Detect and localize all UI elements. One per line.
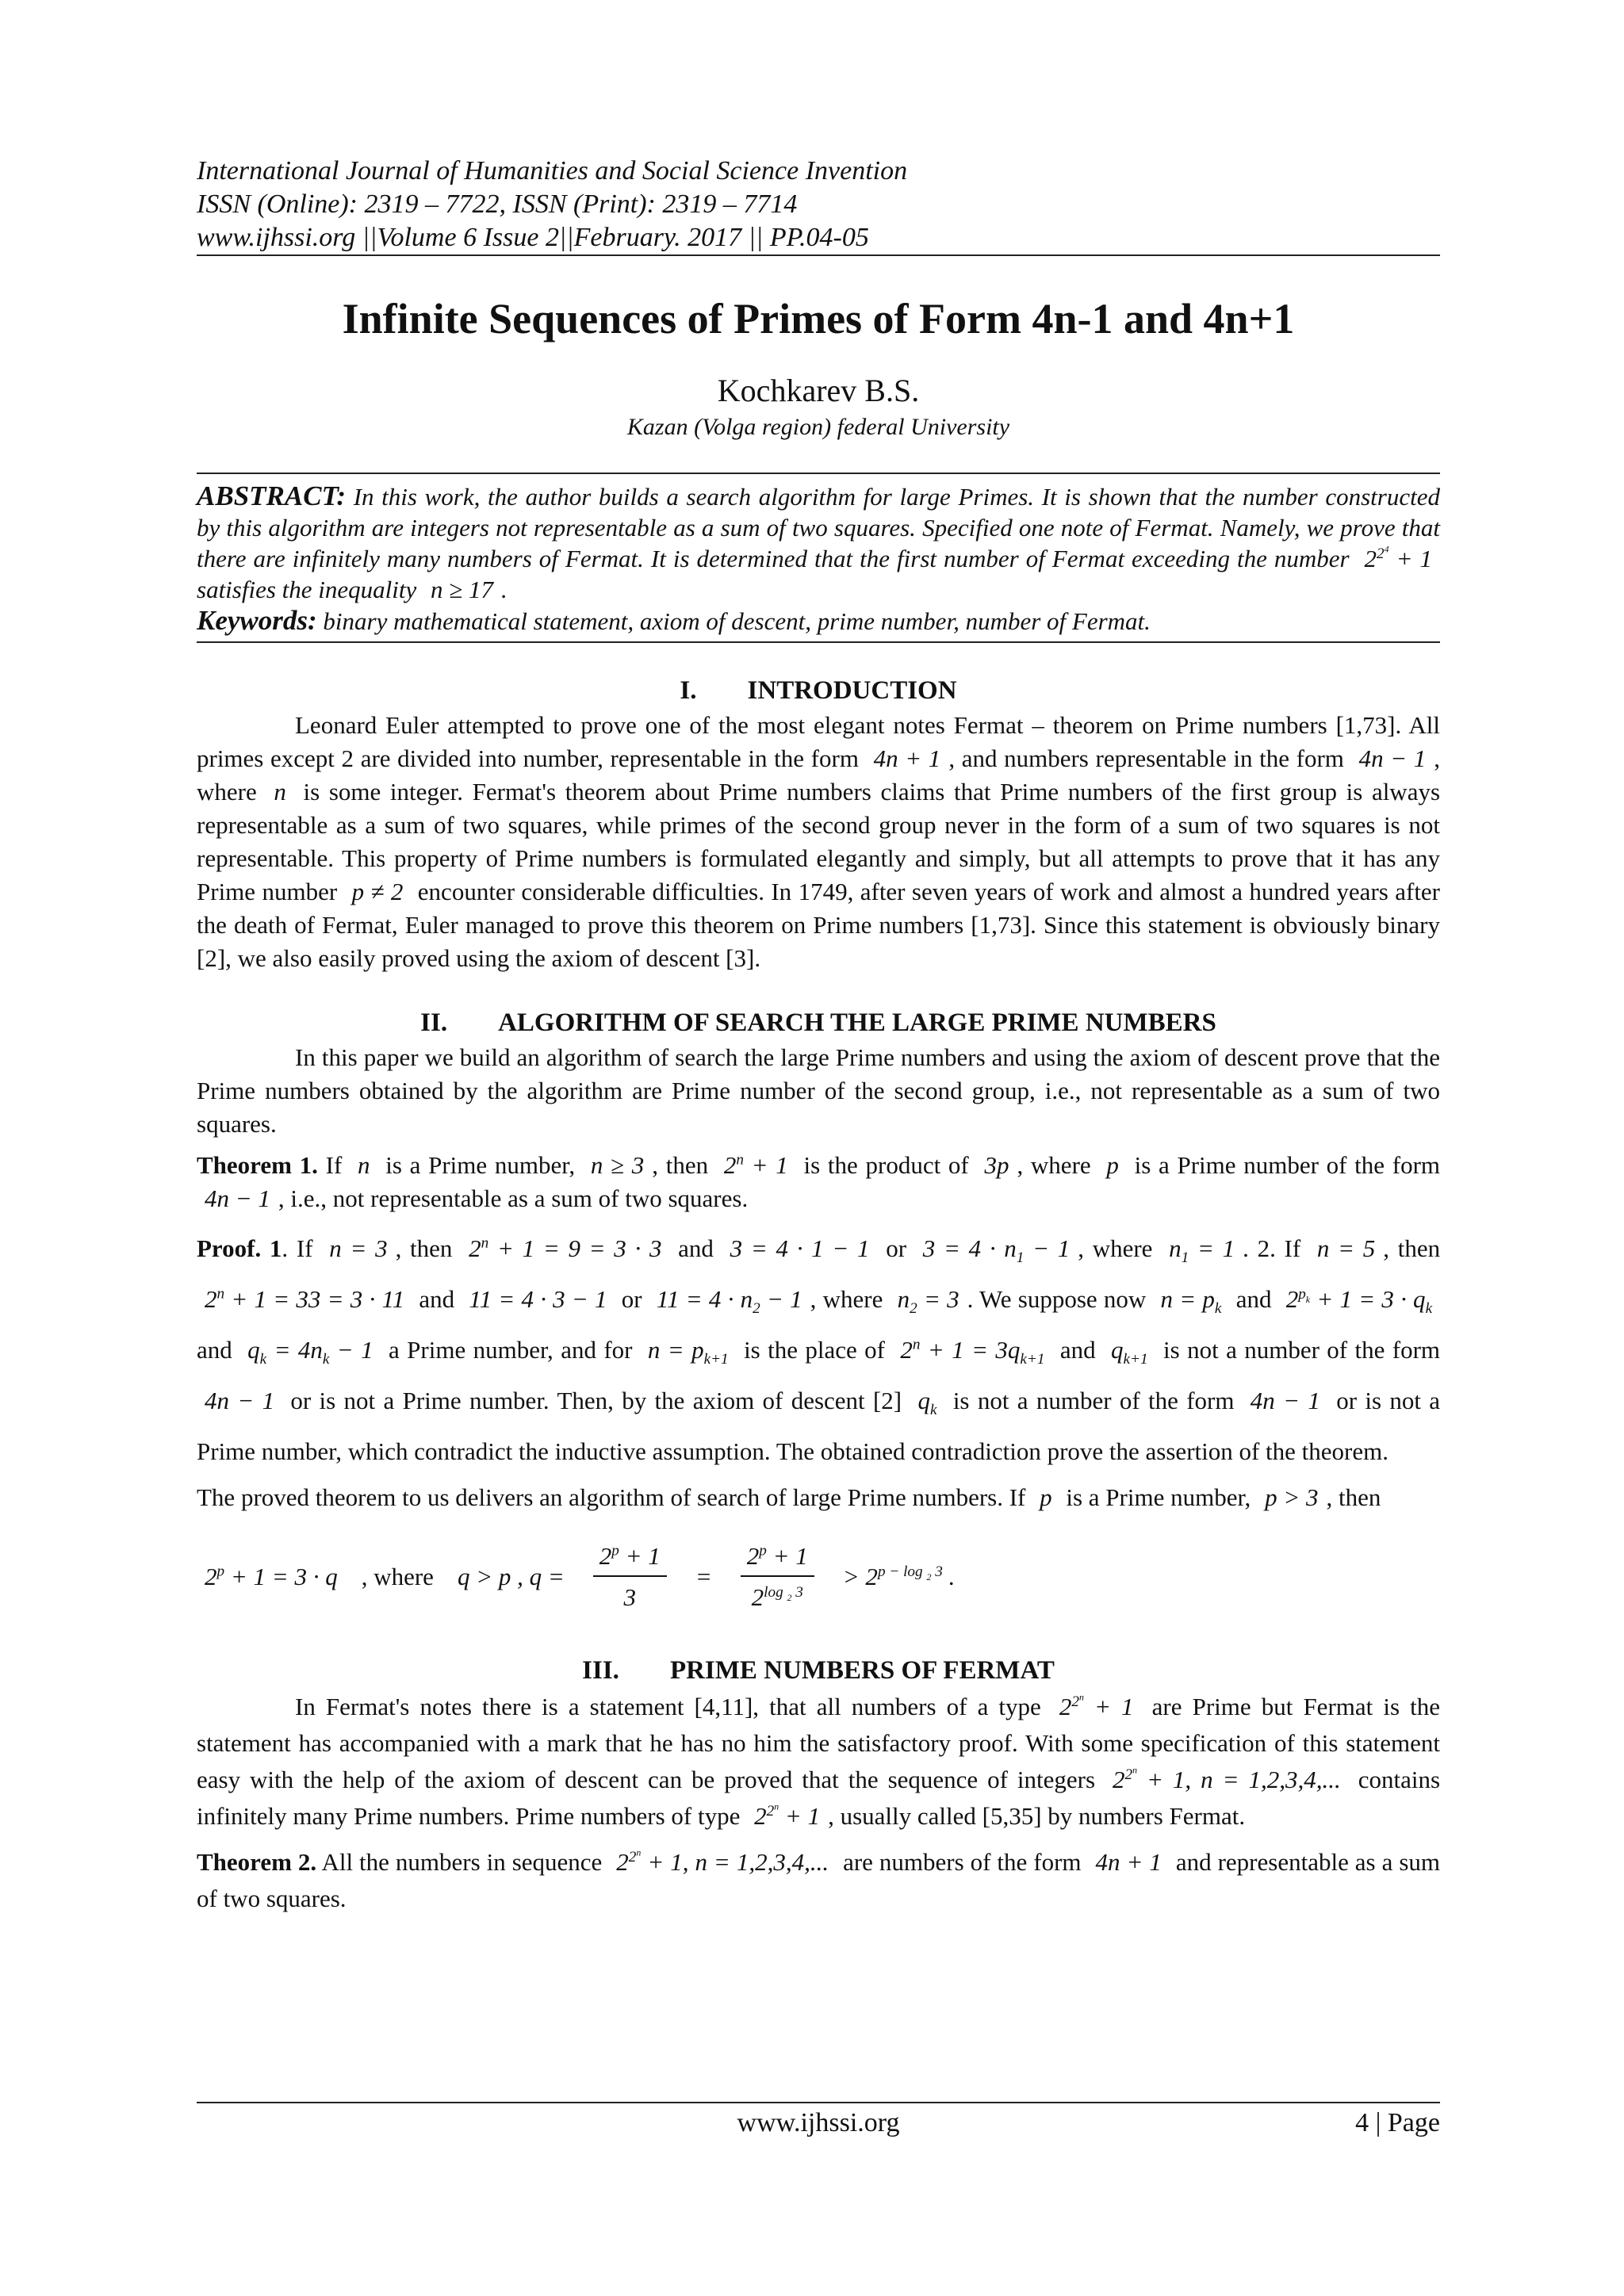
page-body bbox=[197, 155, 1440, 1917]
text-run: is the place of bbox=[744, 1336, 885, 1364]
text-run: or bbox=[886, 1234, 907, 1262]
theorem-1 bbox=[197, 1149, 1440, 1215]
math-inline: $n = p_{k+1}$ bbox=[647, 1336, 729, 1368]
text-run: , and numbers representable in the form bbox=[948, 744, 1344, 772]
keywords-text: binary mathematical statement, axiom of descent, prime number, number of Fermat. bbox=[323, 607, 1151, 635]
text-run: are Prime but Fermat is the statement has accompanied with a mark that he has no him the satisfactory proof. With some specification of this statement easy with the help of the axiom of descent can be proved that the sequence of integers bbox=[197, 1693, 1440, 1793]
math-inline: $q_{k+1}$ bbox=[1111, 1336, 1148, 1368]
math-inline: $n_1 = 1$ bbox=[1169, 1234, 1235, 1267]
abstract-paragraph: ABSTRACT: In this work, the author builds a search algorithm for large Primes. It is shown that the number constructed by this algorithm are integers not representable as a sum of two squares. Specified one note of Fermat. Namely, we prove that there are infinitely many numbers of Fermat. It is determined that the first number of Fermat exceeding the number $2^{2^4} + 1$ satisfies the inequality n ≥ 17 . bbox=[197, 480, 1440, 603]
math-inline: $q_k$ bbox=[917, 1387, 937, 1419]
text-run: , where bbox=[810, 1285, 883, 1313]
math-inline: p bbox=[1106, 1151, 1119, 1179]
math-inline: $2^{2^n} + 1$ bbox=[754, 1800, 821, 1830]
algorithm-paragraph bbox=[197, 1477, 1440, 1518]
math-inline: n = 5 bbox=[1316, 1234, 1376, 1262]
proof-1 bbox=[197, 1223, 1440, 1477]
math-inline: $2^{p_k} + 1 = 3 \cdot q_k$ bbox=[1285, 1285, 1433, 1318]
abstract-block bbox=[197, 474, 1440, 641]
math-display-rhs: > $2^{p - log _2 3}$ . bbox=[842, 1563, 956, 1590]
math-inline: $2^n + 1 = 3q_{k+1}$ bbox=[900, 1336, 1045, 1368]
abstract-bottom-rule bbox=[197, 641, 1440, 643]
math-inline: 4n − 1 bbox=[205, 1184, 270, 1212]
section-heading-fermat bbox=[197, 1656, 1440, 1686]
text-run: . We suppose now bbox=[967, 1285, 1147, 1313]
text-run: encounter considerable difficulties. In 1749, after seven years of work and almost a hundred years after the death of Fermat, Euler managed to prove this theorem on Prime numbers [1,73]. Since this statement is obviously binary [2], we also easily proved using the axiom of descent [3]. bbox=[197, 878, 1441, 972]
abstract-formula: $2^{2^4} + 1$ bbox=[1364, 543, 1432, 572]
intro-paragraph bbox=[197, 709, 1440, 975]
math-inline: n = 3 bbox=[329, 1234, 388, 1262]
text-run: , where bbox=[361, 1563, 434, 1590]
text-run: is a Prime number, bbox=[385, 1151, 576, 1179]
issn-line: ISSN (Online): 2319 – 7722, ISSN (Print): 2319 – 7714 bbox=[197, 189, 798, 219]
text-run: , then bbox=[395, 1234, 453, 1262]
section-number: II. bbox=[420, 1008, 448, 1037]
text-run: are numbers of the form bbox=[843, 1848, 1082, 1876]
math-inline: 4n + 1 bbox=[1095, 1848, 1162, 1876]
footer-row bbox=[197, 2103, 1440, 2138]
text-run: and bbox=[197, 1336, 232, 1364]
text-run: , where bbox=[1017, 1151, 1091, 1179]
math-inline: $3 = 4 \cdot n_1 - 1$ bbox=[922, 1234, 1071, 1267]
math-inline: 4n − 1 bbox=[1250, 1387, 1320, 1414]
math-inline: $q_k = 4n_k - 1$ bbox=[247, 1336, 373, 1368]
math-inline: n bbox=[358, 1151, 370, 1179]
fraction: $\frac{2^p + 1}{3}$ bbox=[593, 1542, 667, 1612]
abstract-text-2: satisfies the inequality bbox=[197, 576, 417, 603]
math-inline: $11 = 4 \cdot n_2 - 1$ bbox=[656, 1285, 802, 1318]
fraction: $\frac{2^p + 1}{2^{log _2 3}}$ bbox=[741, 1542, 814, 1612]
math-inline: $2^{2^n} + 1$ bbox=[1059, 1691, 1134, 1720]
text-run: , then bbox=[1383, 1234, 1441, 1262]
text-run: and representable as a sum of two squares. bbox=[197, 1848, 1441, 1912]
text-run: In Fermat's notes there is a statement [4,11], that all numbers of a type bbox=[295, 1693, 1041, 1720]
math-display-lhs: $2^p + 1 = 3 \cdot q$ bbox=[205, 1563, 338, 1590]
math-inline: $2^{2^n} + 1$, n = 1,2,3,4,... bbox=[616, 1846, 829, 1876]
math-inline: $2^{2^n} + 1$, n = 1,2,3,4,... bbox=[1113, 1764, 1341, 1793]
theorem-label: Theorem 1. bbox=[197, 1151, 318, 1179]
math-inline: $n = p_k$ bbox=[1160, 1285, 1222, 1318]
math-inline: p bbox=[1040, 1483, 1052, 1511]
text-run: , where bbox=[197, 744, 1441, 806]
text-run: is a Prime number, bbox=[1066, 1483, 1251, 1511]
keywords-line bbox=[197, 605, 1440, 637]
journal-name: International Journal of Humanities and Social Science Invention bbox=[197, 156, 908, 186]
math-inline: p > 3 bbox=[1265, 1483, 1319, 1511]
text-run: a Prime number, and for bbox=[389, 1336, 633, 1364]
theorem-label: Theorem 2. bbox=[197, 1848, 317, 1876]
math-inline: p ≠ 2 bbox=[351, 878, 404, 905]
math-operator: = bbox=[695, 1563, 712, 1590]
running-header bbox=[197, 155, 1440, 254]
author-name: Kochkarev B.S. bbox=[717, 373, 920, 408]
text-run: is not a number of the form bbox=[952, 1387, 1235, 1414]
text-run: is the product of bbox=[803, 1151, 969, 1179]
section-title: INTRODUCTION bbox=[747, 676, 957, 705]
math-inline: 4n − 1 bbox=[205, 1387, 275, 1414]
proof-label: Proof. 1 bbox=[197, 1234, 282, 1262]
math-display-cond: q > p , q = bbox=[457, 1563, 565, 1590]
text-run: and bbox=[419, 1285, 455, 1313]
fermat-paragraph bbox=[197, 1689, 1440, 1835]
math-inline: 11 = 4 · 3 − 1 bbox=[469, 1285, 607, 1313]
keywords-label: Keywords: bbox=[197, 605, 317, 636]
issue-line: www.ijhssi.org ||Volume 6 Issue 2||February. 2017 || PP.04-05 bbox=[197, 223, 869, 252]
text-run: and bbox=[1235, 1285, 1272, 1313]
abstract-text: In this work, the author builds a search algorithm for large Primes. It is shown that the number constructed by this algorithm are integers not representable as a sum of two squares. Specified one note of Fermat. Namely, we prove that there are infinitely many numbers of Fermat. It is determined that the first number of Fermat exceeding the number bbox=[197, 483, 1440, 572]
header-rule bbox=[197, 254, 1440, 256]
section-title: PRIME NUMBERS OF FERMAT bbox=[669, 1656, 1055, 1685]
algorithm-intro-paragraph: In this paper we build an algorithm of search the large Prime numbers and using the axiom of descent prove that the Prime numbers obtained by the algorithm are Prime number of the second group, i.e., not representable as a sum of two squares. bbox=[197, 1043, 1440, 1138]
math-inline: 3p bbox=[984, 1151, 1009, 1179]
math-inline: $2^n + 1 = 9 = 3 \cdot 3$ bbox=[469, 1234, 662, 1262]
text-run: is not a number of the form bbox=[1163, 1336, 1441, 1364]
text-run: , usually called [5,35] by numbers Fermat. bbox=[828, 1802, 1246, 1830]
text-run: If bbox=[325, 1151, 343, 1179]
section-number: III. bbox=[582, 1656, 619, 1685]
text-run: , then bbox=[652, 1151, 709, 1179]
theorem-2 bbox=[197, 1844, 1440, 1917]
math-inline: 3 = 4 · 1 − 1 bbox=[730, 1234, 870, 1262]
text-run: is some integer. Fermat's theorem about Prime numbers claims that Prime numbers of the first group is always representable as a sum of two squares, while primes of the second group never in the form of a sum of two squares is not representable. This property of Prime numbers is formulated elegantly and simply, but all attempts to prove that it has any Prime number bbox=[197, 778, 1441, 905]
math-inline: $2^n + 1$ bbox=[723, 1151, 788, 1179]
math-inline: $n_2 = 3$ bbox=[897, 1285, 959, 1318]
section-heading-introduction bbox=[197, 676, 1440, 706]
text-run: and bbox=[1059, 1336, 1096, 1364]
text-run: , i.e., not representable as a sum of two squares. bbox=[278, 1184, 749, 1212]
math-inline: n bbox=[274, 778, 286, 806]
text-run: contains infinitely many Prime numbers. Prime numbers of type bbox=[197, 1766, 1441, 1830]
section-title: ALGORITHM OF SEARCH THE LARGE PRIME NUMBERS bbox=[498, 1008, 1216, 1037]
section-heading-algorithm bbox=[197, 1008, 1440, 1038]
page-number: 4 | Page bbox=[1355, 2108, 1440, 2137]
text-run: or bbox=[621, 1285, 642, 1313]
text-run: or is not a Prime number. Then, by the axiom of descent [2] bbox=[290, 1387, 902, 1414]
text-run: The proved theorem to us delivers an algorithm of search of large Prime numbers. If bbox=[197, 1483, 1026, 1511]
section-number: I. bbox=[680, 676, 697, 705]
author-affiliation: Kazan (Volga region) federal University bbox=[626, 414, 1010, 440]
abstract-label: ABSTRACT: bbox=[197, 480, 347, 511]
text-run: Leonard Euler attempted to prove one of the most elegant notes Fermat – theorem on Prime numbers [1,73]. All primes except 2 are divided into number, representable in the form bbox=[197, 711, 1440, 772]
text-run: , then bbox=[1326, 1483, 1381, 1511]
math-inline: n ≥ 3 bbox=[590, 1151, 645, 1179]
text-run: . If bbox=[282, 1234, 313, 1262]
text-run: is a Prime number of the form bbox=[1134, 1151, 1441, 1179]
text-run: or is not a Prime number, which contradict the inductive assumption. The obtained contradiction prove the assertion of the theorem. bbox=[197, 1387, 1441, 1465]
abstract-inequality: n ≥ 17 bbox=[431, 576, 494, 603]
math-inline: 4n − 1 bbox=[1358, 744, 1427, 772]
footer-site: www.ijhssi.org bbox=[737, 2108, 900, 2137]
math-inline: 4n + 1 bbox=[873, 744, 941, 772]
page-footer bbox=[197, 2102, 1440, 2138]
display-equation bbox=[197, 1542, 1440, 1612]
text-run: and bbox=[678, 1234, 714, 1262]
math-inline: $2^n + 1 = 33 = 3 \cdot 11$ bbox=[205, 1285, 405, 1313]
text-run: . 2. If bbox=[1243, 1234, 1301, 1262]
text-run: All the numbers in sequence bbox=[321, 1848, 603, 1876]
text-run: , where bbox=[1078, 1234, 1153, 1262]
paper-title: Infinite Sequences of Primes of Form 4n-1 and 4n+1 bbox=[342, 295, 1295, 342]
